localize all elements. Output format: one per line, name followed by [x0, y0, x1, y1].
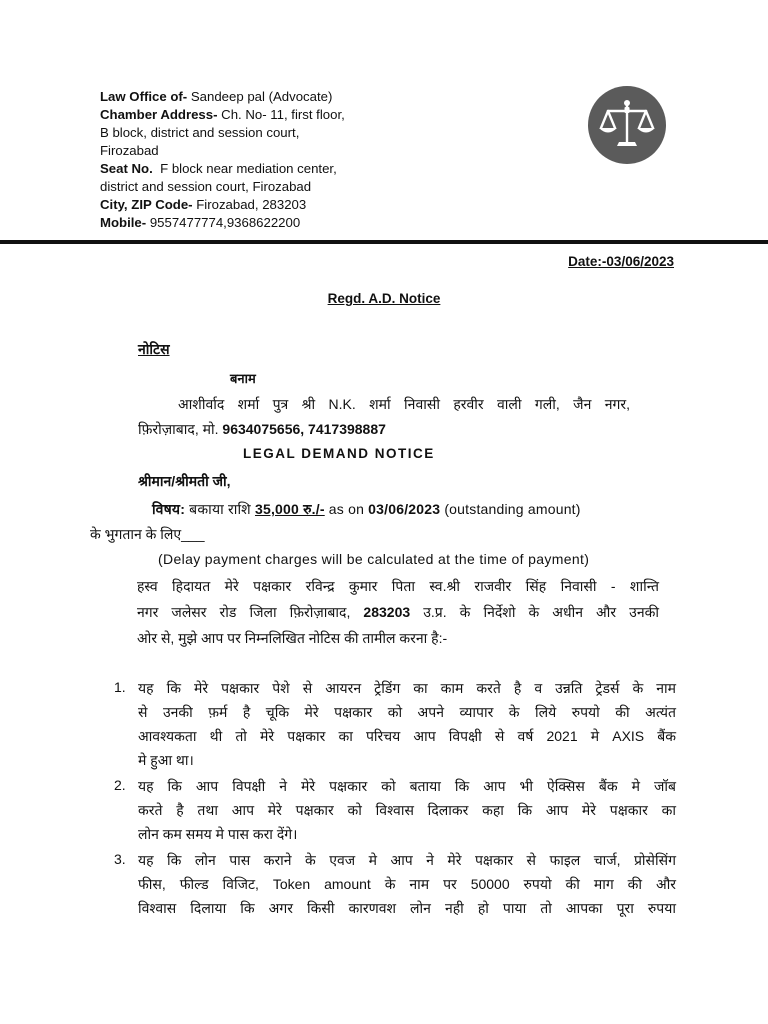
- law-office-value: Sandeep pal (Advocate): [187, 89, 333, 104]
- city-label: City, ZIP Code-: [100, 197, 193, 212]
- scales-of-justice-icon: [588, 86, 666, 164]
- intro-pincode: 283203: [363, 604, 411, 620]
- advocate-header: [100, 88, 400, 232]
- intro-line-2a: नगर जलेसर रोड जिला फ़िरोज़ाबाद,: [137, 604, 364, 620]
- seat-label: Seat No.: [100, 161, 153, 176]
- point-1-number: 1.: [114, 679, 126, 695]
- recipient-line-1: आशीर्वाद शर्मा पुत्र श्री N.K. शर्मा निवासी हरवीर वाली गली, जैन नगर,: [178, 396, 630, 412]
- point-2-line-2: करते है तथा आप मेरे पक्षकार को विश्वास दिलाकर कहा कि आप मेरे पक्षकार का: [138, 802, 676, 818]
- notice-heading: नोटिस: [138, 341, 170, 357]
- point-1-line-1: यह कि मेरे पक्षकार पेशे से आयरन ट्रेडिंग का काम करते है व उन्नति ट्रेडर्स के नाम: [138, 680, 676, 696]
- chamber-value-3: Firozabad: [100, 143, 159, 158]
- recipient-city: फ़िरोज़ाबाद, मो.: [138, 421, 223, 437]
- intro-line-1: हस्व हिदायत मेरे पक्षकार रविन्द्र कुमार पिता स्व.श्री राजवीर सिंह निवासी - शान्ति: [137, 578, 659, 594]
- header-divider: [0, 240, 768, 244]
- law-office-label: Law Office of-: [100, 89, 188, 104]
- recipient-line-2: [138, 420, 386, 439]
- subject-amount: 35,000 रु./-: [254, 501, 325, 517]
- point-2-number: 2.: [114, 777, 126, 793]
- subject-text-1: बकाया राशि: [185, 501, 255, 517]
- intro-line-2: [137, 603, 659, 622]
- chamber-label: Chamber Address-: [100, 107, 218, 122]
- seat-value-2: district and session court, Firozabad: [100, 179, 312, 194]
- notice-date: Date:-03/06/2023: [568, 254, 674, 269]
- subject-line-2: के भुगतान के लिए___: [90, 526, 205, 542]
- city-value: Firozabad, 283203: [192, 197, 307, 212]
- point-3-line-1: यह कि लोन पास कराने के एवज मे आप ने मेरे पक्षकार से फाइल चार्ज, प्रोसेसिंग: [138, 852, 676, 868]
- versus-label: बनाम: [230, 371, 256, 386]
- point-2-line-3: लोन कम समय मे पास करा देंगे।: [138, 826, 298, 842]
- subject-label: विषय:: [152, 501, 186, 517]
- regd-ad-title: Regd. A.D. Notice: [327, 291, 441, 306]
- salutation: श्रीमान/श्रीमती जी,: [138, 473, 231, 489]
- seat-value-1: F block near mediation center,: [152, 161, 337, 176]
- chamber-value-2: B block, district and session court,: [100, 125, 300, 140]
- subject-date: 03/06/2023: [368, 501, 441, 517]
- legal-demand-title: LEGAL DEMAND NOTICE: [243, 446, 435, 461]
- mobile-label: Mobile-: [100, 215, 147, 230]
- subject-line: [152, 500, 581, 519]
- point-3-line-3: विश्वास दिलाया कि अगर किसी कारणवश लोन नही हो पाया तो आपका पूरा रुपया: [138, 900, 676, 916]
- subject-text-3: (outstanding amount): [440, 501, 581, 517]
- recipient-phones: 9634075656, 7417398887: [222, 421, 386, 437]
- point-1-line-3: आवश्यकता थी तो मेरे पक्षकार का परिचय आप विपक्षी से वर्ष 2021 मे AXIS बैंक: [138, 728, 676, 744]
- point-1-line-4: मे हुआ था।: [138, 752, 194, 768]
- point-3-number: 3.: [114, 851, 126, 867]
- intro-line-2c: उ.प्र. के निर्देशो के अधीन और उनकी: [410, 604, 659, 620]
- point-2-line-1: यह कि आप विपक्षी ने मेरे पक्षकार को बताया कि आप भी ऐक्सिस बैंक मे जॉब: [138, 778, 676, 794]
- delay-note: (Delay payment charges will be calculated at the time of payment): [158, 551, 590, 567]
- point-3-line-2: फीस, फील्ड विजिट, Token amount के नाम पर 50000 रुपयो की माग की और: [138, 876, 676, 892]
- intro-line-3: ओर से, मुझे आप पर निम्नलिखित नोटिस की तामील करना है:-: [137, 630, 448, 646]
- mobile-value: 9557477774,9368622200: [146, 215, 301, 230]
- subject-text-2: as on: [324, 501, 369, 517]
- chamber-value-1: Ch. No- 11, first floor,: [217, 107, 345, 122]
- point-1-line-2: से उनकी फ़र्म है चूकि मेरे पक्षकार को अपने व्यापार के लिये रुपयो की अत्यंत: [138, 704, 676, 720]
